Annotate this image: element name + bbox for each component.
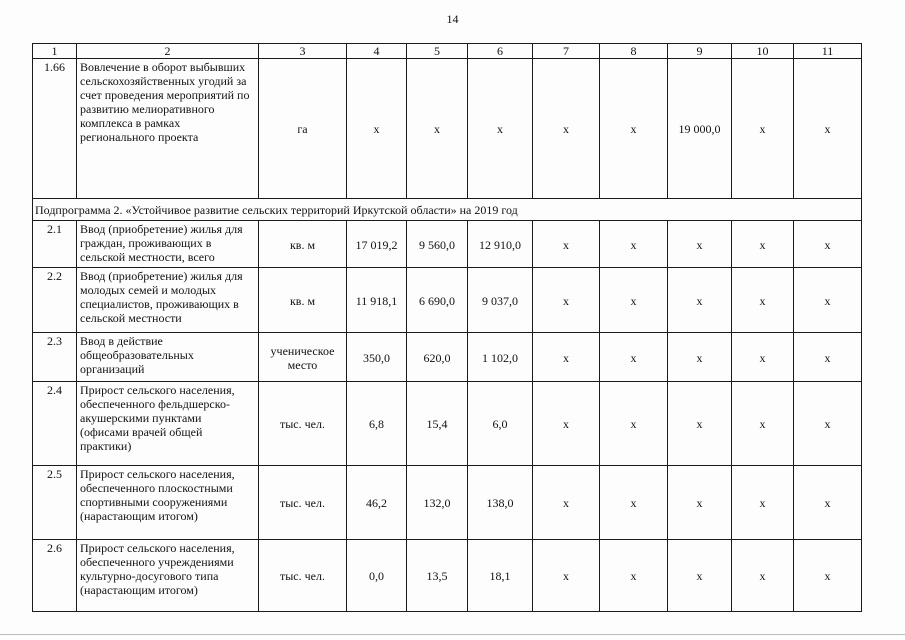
table-row xyxy=(33,59,862,199)
value-cell: x xyxy=(794,382,862,466)
value-cell: x xyxy=(732,466,794,540)
indicators-table xyxy=(32,43,862,612)
value-cell: 620,0 xyxy=(407,333,468,382)
indicator-name: Ввод (приобретение) жилья для граждан, проживающих в сельской местности, всего xyxy=(77,221,259,268)
column-number-cell: 5 xyxy=(407,44,468,59)
value-cell: x xyxy=(533,268,600,333)
table-row xyxy=(33,540,862,612)
value-cell: x xyxy=(468,59,533,199)
value-cell: x xyxy=(347,59,407,199)
subprogram-title: Подпрограмма 2. «Устойчивое развитие сельских территорий Иркутской области» на 2019 год xyxy=(33,199,862,221)
value-cell: x xyxy=(668,221,732,268)
unit-of-measure: га xyxy=(259,59,347,199)
column-number-cell: 7 xyxy=(533,44,600,59)
column-number-cell: 2 xyxy=(77,44,259,59)
value-cell: x xyxy=(533,466,600,540)
value-cell: 6,0 xyxy=(468,382,533,466)
table-row xyxy=(33,333,862,382)
column-number-cell: 10 xyxy=(732,44,794,59)
row-number: 2.4 xyxy=(33,382,77,466)
row-number: 2.5 xyxy=(33,466,77,540)
column-number-cell: 1 xyxy=(33,44,77,59)
value-cell: x xyxy=(600,59,668,199)
value-cell: x xyxy=(732,382,794,466)
value-cell: x xyxy=(600,466,668,540)
indicator-name: Ввод (приобретение) жилья для молодых семей и молодых специалистов, проживающих в сельской местности xyxy=(77,268,259,333)
value-cell: x xyxy=(794,466,862,540)
value-cell: 12 910,0 xyxy=(468,221,533,268)
unit-of-measure: ученическое место xyxy=(259,333,347,382)
row-number: 2.2 xyxy=(33,268,77,333)
unit-of-measure: тыс. чел. xyxy=(259,540,347,612)
row-number: 1.66 xyxy=(33,59,77,199)
value-cell: 13,5 xyxy=(407,540,468,612)
value-cell: 1 102,0 xyxy=(468,333,533,382)
value-cell: 15,4 xyxy=(407,382,468,466)
page-bottom-edge xyxy=(0,634,905,635)
value-cell: 46,2 xyxy=(347,466,407,540)
column-number-cell: 4 xyxy=(347,44,407,59)
unit-of-measure: тыс. чел. xyxy=(259,466,347,540)
value-cell: 18,1 xyxy=(468,540,533,612)
column-number-cell: 8 xyxy=(600,44,668,59)
value-cell: 350,0 xyxy=(347,333,407,382)
value-cell: x xyxy=(668,466,732,540)
value-cell: x xyxy=(794,333,862,382)
value-cell: 6,8 xyxy=(347,382,407,466)
value-cell: 9 560,0 xyxy=(407,221,468,268)
column-number-cell: 9 xyxy=(668,44,732,59)
value-cell: x xyxy=(732,333,794,382)
value-cell: 19 000,0 xyxy=(668,59,732,199)
value-cell: x xyxy=(732,221,794,268)
unit-of-measure: кв. м xyxy=(259,221,347,268)
value-cell: x xyxy=(600,333,668,382)
value-cell: x xyxy=(732,540,794,612)
row-number: 2.6 xyxy=(33,540,77,612)
table-row xyxy=(33,466,862,540)
value-cell: 0,0 xyxy=(347,540,407,612)
value-cell: x xyxy=(732,268,794,333)
value-cell: 11 918,1 xyxy=(347,268,407,333)
value-cell: x xyxy=(533,540,600,612)
value-cell: x xyxy=(794,540,862,612)
indicator-name: Прирост сельского населения, обеспеченного плоскостными спортивными сооружениями (нарастающим итогом) xyxy=(77,466,259,540)
indicator-name: Ввод в действие общеобразовательных организаций xyxy=(77,333,259,382)
value-cell: x xyxy=(407,59,468,199)
value-cell: 17 019,2 xyxy=(347,221,407,268)
value-cell: x xyxy=(794,59,862,199)
value-cell: x xyxy=(533,333,600,382)
indicator-name: Прирост сельского населения, обеспеченного фельдшерско- акушерскими пунктами (офисами врачей общей практики) xyxy=(77,382,259,466)
table-row xyxy=(33,221,862,268)
unit-of-measure: тыс. чел. xyxy=(259,382,347,466)
value-cell: x xyxy=(794,268,862,333)
indicator-name: Вовлечение в оборот выбывших сельскохозяйственных угодий за счет проведения мероприятий по развитию мелиоративного комплекса в рамках регионального проекта xyxy=(77,59,259,199)
column-number-header-row xyxy=(33,44,862,59)
value-cell: x xyxy=(668,268,732,333)
value-cell: x xyxy=(600,268,668,333)
value-cell: 6 690,0 xyxy=(407,268,468,333)
value-cell: 9 037,0 xyxy=(468,268,533,333)
value-cell: 138,0 xyxy=(468,466,533,540)
value-cell: x xyxy=(533,59,600,199)
row-number: 2.3 xyxy=(33,333,77,382)
value-cell: x xyxy=(533,221,600,268)
value-cell: 132,0 xyxy=(407,466,468,540)
value-cell: x xyxy=(533,382,600,466)
column-number-cell: 6 xyxy=(468,44,533,59)
table-row xyxy=(33,268,862,333)
value-cell: x xyxy=(600,382,668,466)
page-number: 14 xyxy=(446,12,459,26)
column-number-cell: 11 xyxy=(794,44,862,59)
value-cell: x xyxy=(668,382,732,466)
unit-of-measure: кв. м xyxy=(259,268,347,333)
value-cell: x xyxy=(668,333,732,382)
value-cell: x xyxy=(600,221,668,268)
indicator-name: Прирост сельского населения, обеспеченного учреждениями культурно-досугового типа (нарастающим итогом) xyxy=(77,540,259,612)
column-number-cell: 3 xyxy=(259,44,347,59)
value-cell: x xyxy=(794,221,862,268)
table-body xyxy=(33,44,862,612)
value-cell: x xyxy=(600,540,668,612)
row-number: 2.1 xyxy=(33,221,77,268)
value-cell: x xyxy=(732,59,794,199)
table-row xyxy=(33,382,862,466)
subprogram-section-row xyxy=(33,199,862,221)
value-cell: x xyxy=(668,540,732,612)
